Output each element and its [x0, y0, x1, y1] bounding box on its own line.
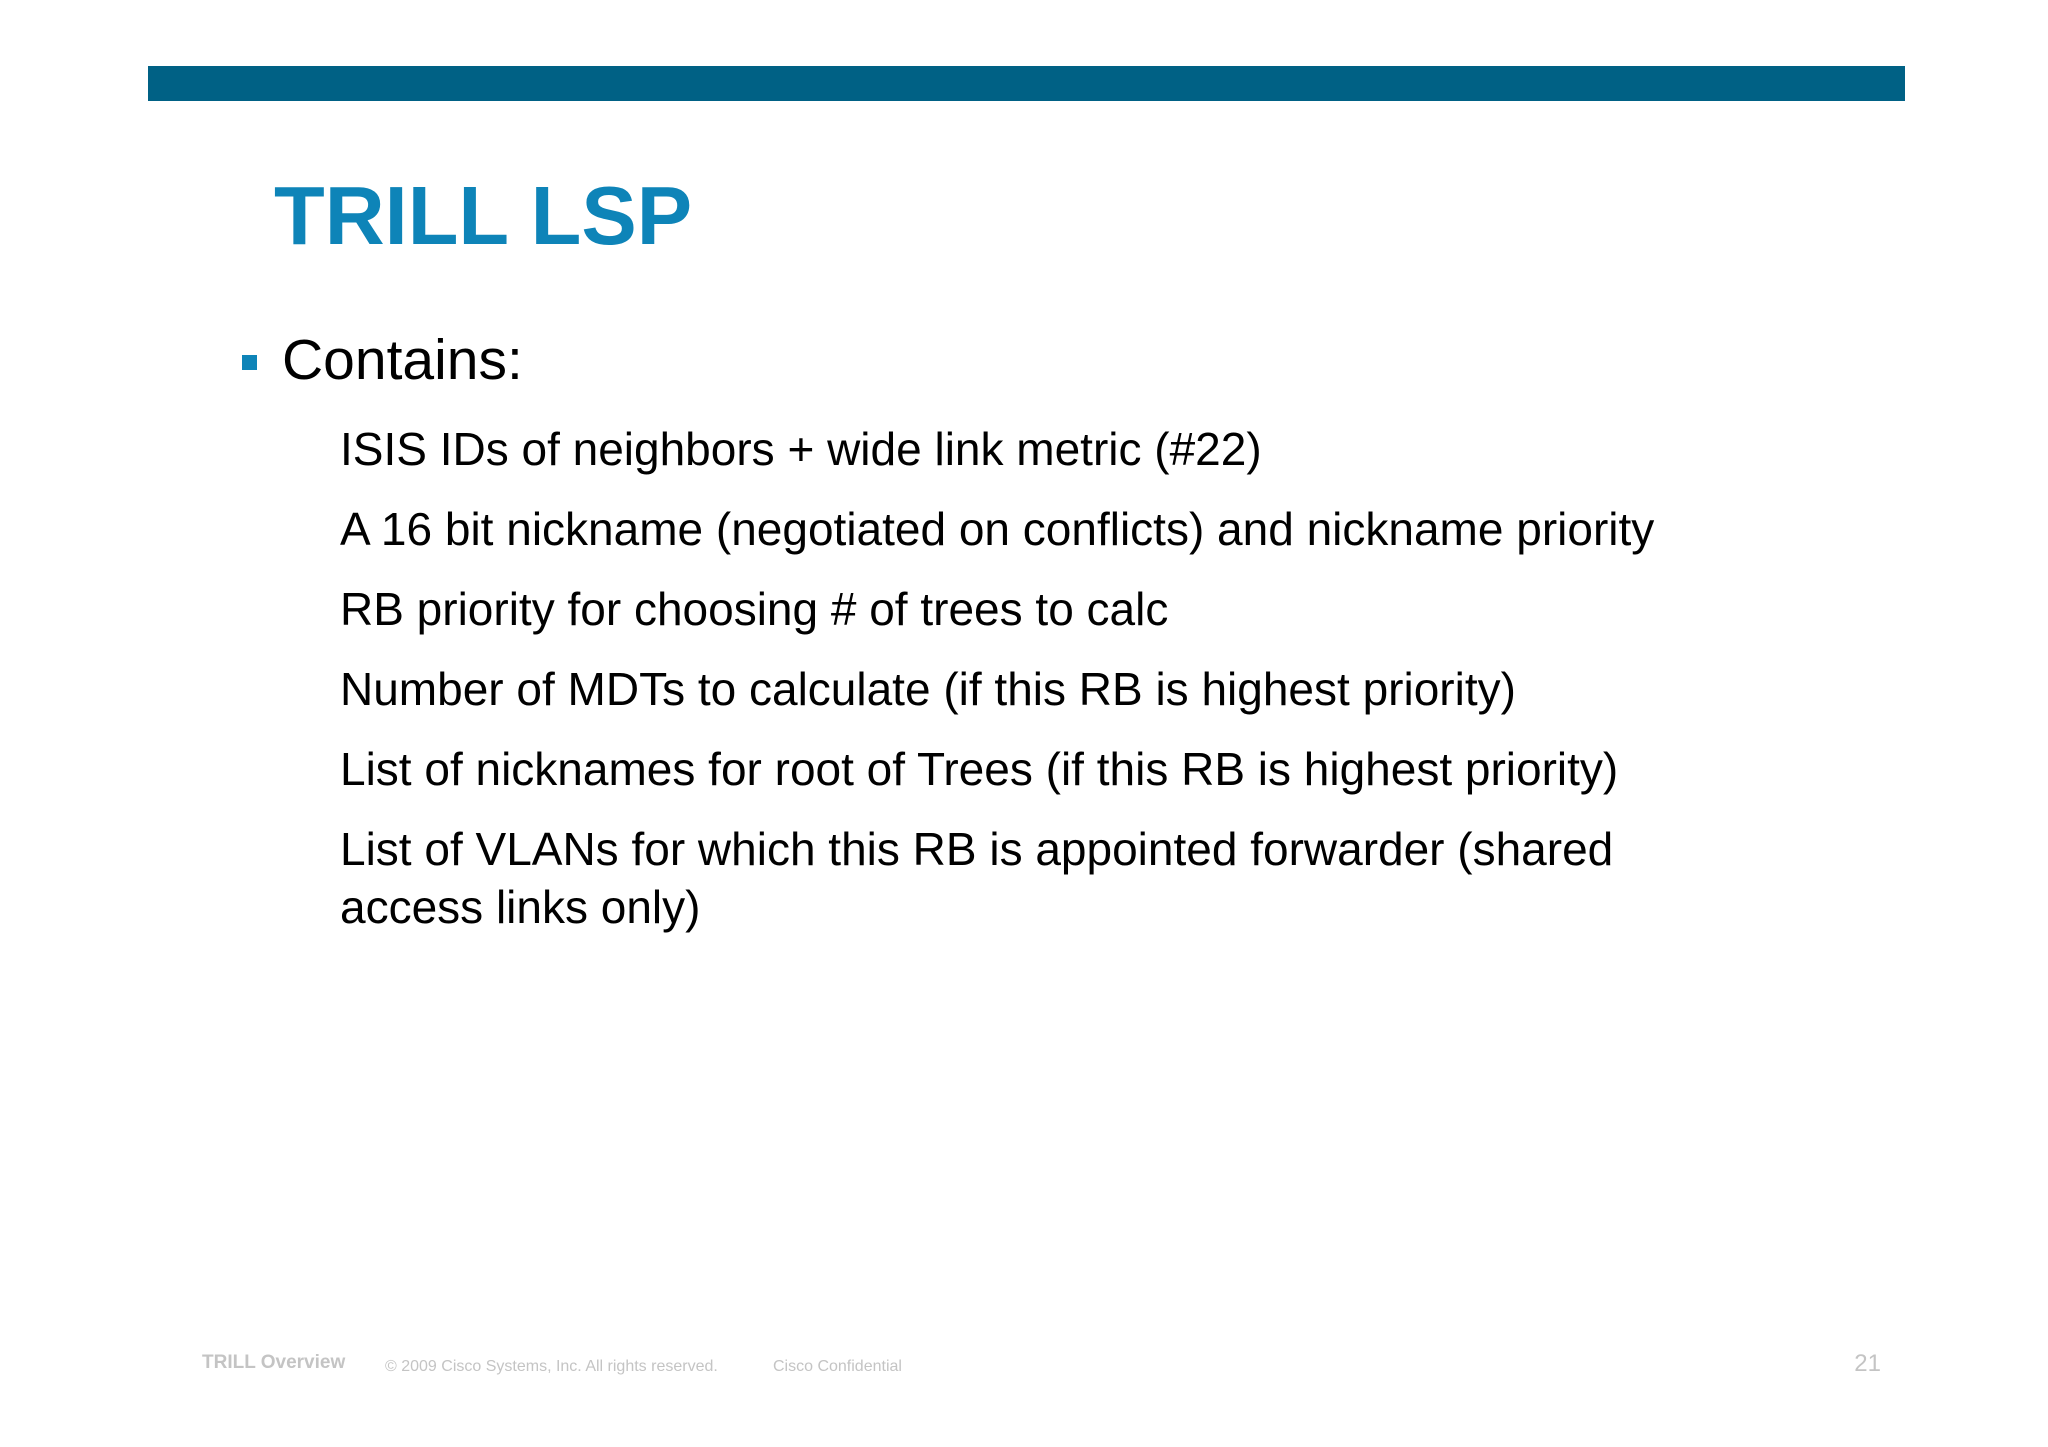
square-bullet-icon [242, 355, 257, 370]
bullet-item [242, 328, 523, 392]
bullet-text: Contains: [282, 328, 523, 392]
sub-item: A 16 bit nickname (negotiated on conflicts) and nickname priority [340, 503, 1655, 555]
page-number: 21 [1854, 1350, 1881, 1377]
footer-deck-title: TRILL Overview [202, 1352, 346, 1373]
footer-copyright: © 2009 Cisco Systems, Inc. All rights reserved. [385, 1358, 718, 1375]
slide-title: TRILL LSP [274, 169, 693, 262]
sub-item: List of VLANs for which this RB is appointed forwarder (shared access links only) [340, 823, 1614, 933]
sub-item: List of nicknames for root of Trees (if this RB is highest priority) [340, 743, 1619, 795]
sub-item: Number of MDTs to calculate (if this RB is highest priority) [340, 663, 1516, 715]
header-bar [148, 66, 1905, 101]
slide-footer [0, 1350, 2048, 1390]
sub-item: RB priority for choosing # of trees to calc [340, 583, 1169, 635]
sub-item: ISIS IDs of neighbors + wide link metric (#22) [340, 423, 1262, 475]
footer-confidential: Cisco Confidential [773, 1358, 902, 1375]
sub-item-list [340, 420, 1760, 958]
